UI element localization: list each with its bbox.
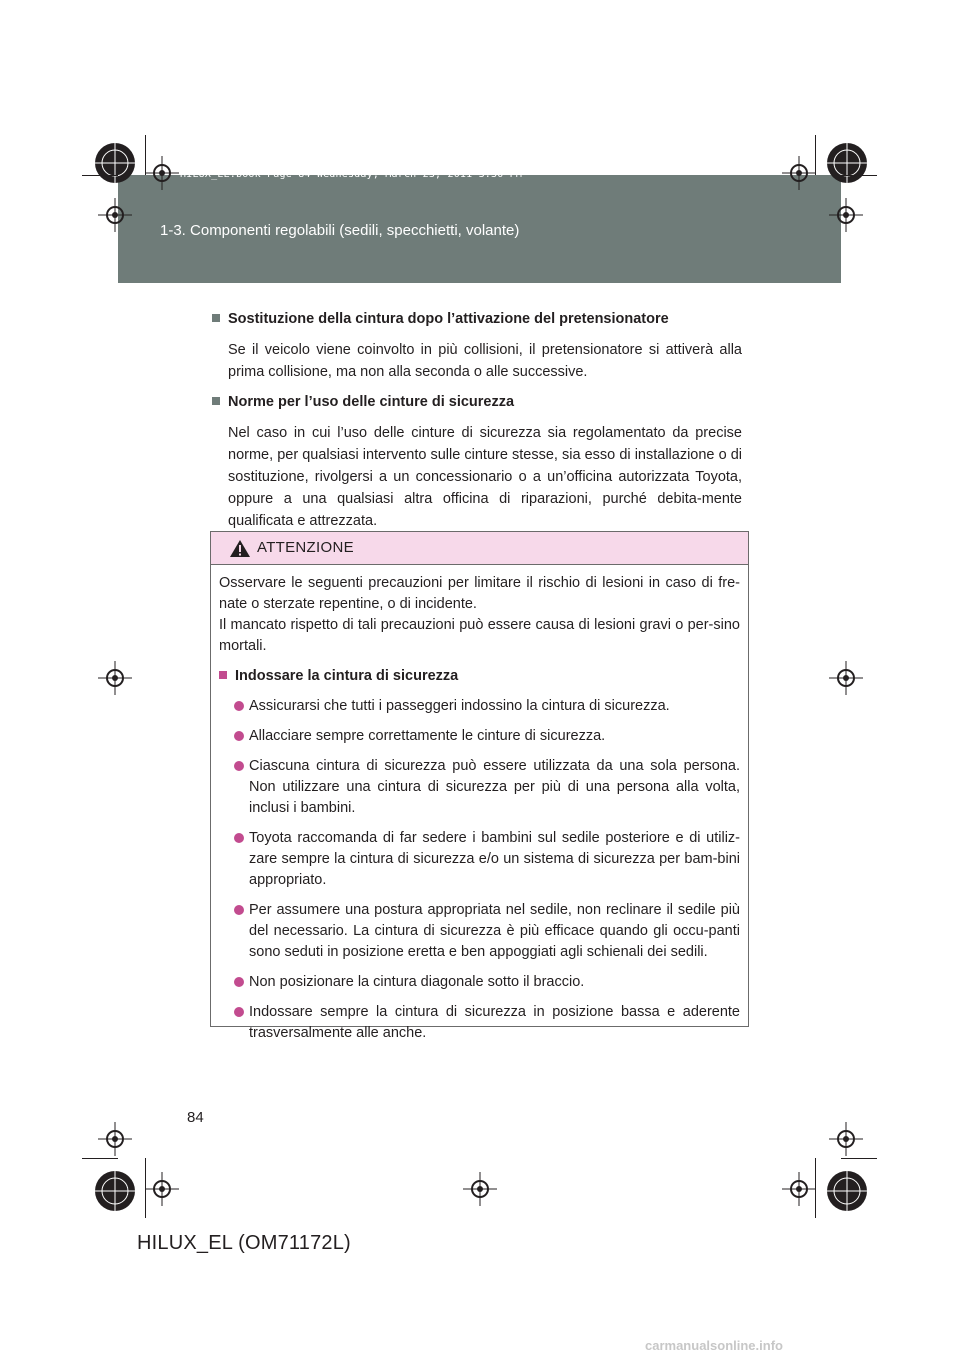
section-heading-pretensioner: Sostituzione della cintura dopo l’attivazione del pretensionatore <box>212 308 742 330</box>
registration-mark-icon <box>93 141 137 185</box>
list-item: Indossare sempre la cintura di sicurezza in posizione bassa e aderente trasversalmente alle anche. <box>219 1002 740 1044</box>
warning-subheading: Indossare la cintura di sicurezza <box>219 666 740 687</box>
list-item: Toyota raccomanda di far sedere i bambini sul sedile posteriore e di utiliz-zare sempre la cintura di sicurezza e/o un sistema di sicurezza per bam-bini appropriato. <box>219 828 740 891</box>
crosshair-mark-icon <box>463 1172 497 1206</box>
section-title: 1-3. Componenti regolabili (sedili, specchietti, volante) <box>160 222 520 239</box>
section-heading-regulations: Norme per l’uso delle cinture di sicurezza <box>212 391 742 413</box>
warning-header <box>211 532 748 565</box>
square-bullet-icon <box>212 314 220 322</box>
crosshair-mark-icon <box>98 661 132 695</box>
book-stamp: HILUX_EL.book Page 84 Wednesday, March 23, 2011 3:30 PM <box>180 169 523 180</box>
crop-line <box>841 1158 877 1159</box>
bullet-dot-icon <box>234 905 244 915</box>
bullet-dot-icon <box>234 731 244 741</box>
crop-line <box>815 1158 816 1218</box>
bullet-dot-icon <box>234 761 244 771</box>
crosshair-mark-icon <box>829 1122 863 1156</box>
crosshair-mark-icon <box>145 1172 179 1206</box>
crosshair-mark-icon <box>782 1172 816 1206</box>
crosshair-mark-icon <box>829 661 863 695</box>
warning-body <box>211 565 748 1044</box>
footer-code: HILUX_EL (OM71172L) <box>137 1232 351 1254</box>
bullet-dot-icon <box>234 977 244 987</box>
registration-mark-icon <box>93 1169 137 1213</box>
section-body-regulations: Nel caso in cui l’uso delle cinture di sicurezza sia regolamentato da precise norme, per qualsiasi intervento sulle cinture stesse, sia esso di installazione o di sostituzione, rivolgersi a un concessionario o a un’officina autorizzata Toyota, oppure a una qualsiasi altra officina di riparazioni, purché debita-mente qualificata e attrezzata. <box>228 425 742 529</box>
crop-line <box>145 135 146 175</box>
crop-line <box>841 175 877 176</box>
warning-intro: Osservare le seguenti precauzioni per limitare il rischio di lesioni in caso di fre-nate o sterzate repentine, o di incidente. Il mancato rispetto di tali precauzioni può essere causa di lesioni gravi o per-sino mortali. <box>219 575 740 654</box>
bullet-dot-icon <box>234 833 244 843</box>
list-item: Assicurarsi che tutti i passeggeri indossino la cintura di sicurezza. <box>219 696 740 717</box>
crop-line <box>145 1158 146 1218</box>
square-bullet-icon <box>219 671 227 679</box>
registration-mark-icon <box>825 1169 869 1213</box>
crosshair-mark-icon <box>98 1122 132 1156</box>
crosshair-mark-icon <box>829 198 863 232</box>
watermark: carmanualsonline.info <box>645 1338 783 1353</box>
page-number: 84 <box>187 1109 204 1126</box>
bullet-dot-icon <box>234 701 244 711</box>
crop-line <box>82 1158 118 1159</box>
content <box>212 308 742 540</box>
warning-box <box>210 531 749 1041</box>
list-item: Allacciare sempre correttamente le cinture di sicurezza. <box>219 726 740 747</box>
crop-line <box>815 135 816 175</box>
list-item: Per assumere una postura appropriata nel sedile, non reclinare il sedile più del necessario. La cintura di sicurezza è più efficace quando gli occu-panti sono seduti in posizione eretta e ben appoggiati agli schienali dei sedili. <box>219 900 740 963</box>
square-bullet-icon <box>212 397 220 405</box>
list-item: Ciascuna cintura di sicurezza può essere utilizzata da una sola persona. Non utilizzare una cintura di sicurezza per più di una persona alla volta, inclusi i bambini. <box>219 756 740 819</box>
warning-triangle-icon <box>229 539 251 558</box>
section-body-pretensioner: Se il veicolo viene coinvolto in più collisioni, il pretensionatore si attiverà alla prima collisione, ma non alla seconda o alle successive. <box>228 342 742 380</box>
warning-list <box>219 696 740 1044</box>
list-item: Non posizionare la cintura diagonale sotto il braccio. <box>219 972 740 993</box>
crop-line <box>82 175 118 176</box>
warning-title: ATTENZIONE <box>257 539 354 556</box>
crosshair-mark-icon <box>145 156 179 190</box>
bullet-dot-icon <box>234 1007 244 1017</box>
crosshair-mark-icon <box>98 198 132 232</box>
registration-mark-icon <box>825 141 869 185</box>
crosshair-mark-icon <box>782 156 816 190</box>
